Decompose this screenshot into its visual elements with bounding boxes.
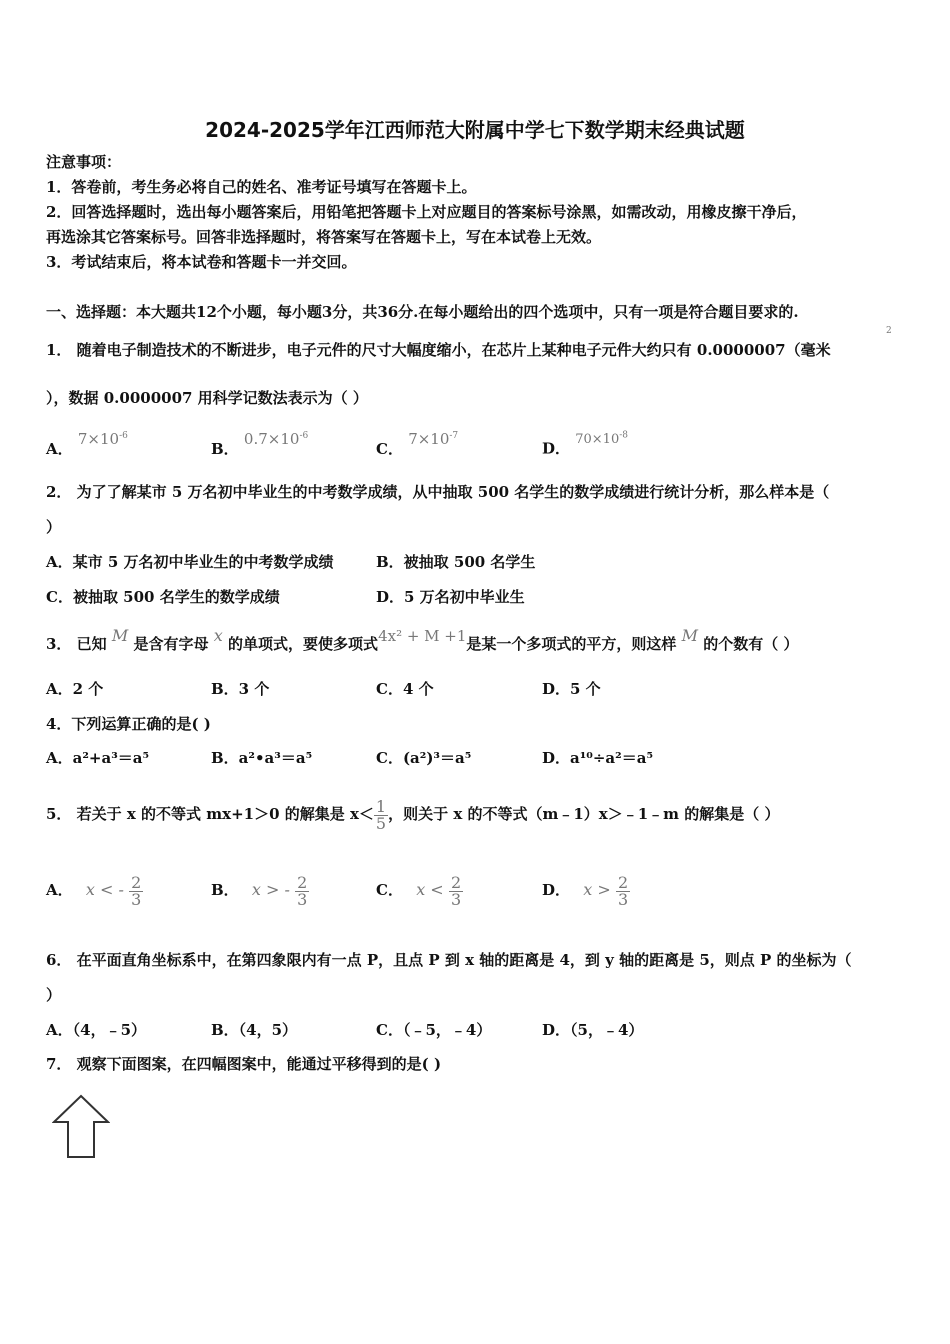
q2-option-d[interactable]: D．5 万名初中毕业生: [376, 588, 525, 606]
q3-option-b[interactable]: B．3 个: [211, 680, 270, 698]
question-5-stem: 5． 若关于 x 的不等式 mx+1＞0 的解集是 x＜ $\frac{1}{5}$ ，则关于 x 的不等式（m﹣1）x＞﹣1﹣m 的解集是（ ）: [46, 796, 780, 833]
question-7-stem: 7． 观察下面图案，在四幅图案中，能通过平移得到的是( ): [46, 1055, 442, 1073]
q5-option-d[interactable]: [542, 866, 630, 914]
option-relation: x >: [583, 880, 611, 899]
option-label: B．: [211, 440, 239, 458]
notice-item-1: 1．答卷前，考生务必将自己的姓名、准考证号填写在答题卡上。: [46, 178, 477, 196]
page-title: 2024-2025学年江西师范大附属中学七下数学期末经典试题: [205, 118, 745, 142]
notice-item-2-cont: 再选涂其它答案标号。回答非选择题时，将答案写在答题卡上，写在本试卷上无效。: [46, 228, 602, 246]
option-label: D．: [542, 881, 571, 899]
q1-option-c[interactable]: [376, 430, 459, 459]
math-x: x: [213, 626, 223, 645]
option-math: $7\times 10^{-7}$: [408, 430, 459, 448]
option-label: C．: [376, 881, 403, 899]
option-math: $0.7\times 10^{-6}$: [243, 430, 309, 448]
option-label: D．: [542, 439, 571, 458]
question-1-stem-cont: ），数据 0.0000007 用科学记数法表示为（ ）: [46, 389, 368, 407]
option-label: A．: [46, 881, 73, 899]
q3-option-c[interactable]: C．4 个: [376, 680, 434, 698]
q6-option-a[interactable]: A．（4，﹣5）: [46, 1021, 147, 1039]
question-1-stem: 1． 随着电子制造技术的不断进步，电子元件的尺寸大幅度缩小，在芯片上某种电子元件大约只有 0.0000007（毫米: [46, 341, 831, 359]
q5-option-b[interactable]: [211, 866, 309, 914]
q4-option-a[interactable]: A．a²+a³＝a⁵: [46, 749, 150, 767]
section-heading: 一、选择题：本大题共12个小题，每小题3分，共36分.在每小题给出的四个选项中，只有一项是符合题目要求的.: [46, 303, 799, 321]
option-label: C．: [376, 440, 403, 458]
question-6-stem: 6． 在平面直角坐标系中，在第四象限内有一点 P，且点 P 到 x 轴的距离是 4，到 y 轴的距离是 5，则点 P 的坐标为（: [46, 951, 852, 969]
math-M-2: M: [681, 626, 699, 645]
option-label: B．: [211, 881, 239, 899]
option-relation: x < -: [85, 880, 124, 899]
notice-item-3: 3．考试结束后，将本试卷和答题卡一并交回。: [46, 253, 357, 271]
question-4-stem: 4．下列运算正确的是( ): [46, 715, 211, 733]
q6-option-b[interactable]: B．（4，5）: [211, 1021, 298, 1039]
q4-option-d[interactable]: D．a¹⁰÷a²＝a⁵: [542, 749, 654, 767]
option-relation: x > -: [251, 880, 290, 899]
q3-option-d[interactable]: D．5 个: [542, 680, 601, 698]
math-M: M: [111, 626, 129, 645]
question-1-superscript: 2: [886, 326, 892, 336]
q4-option-b[interactable]: B．a²•a³＝a⁵: [211, 749, 313, 767]
q2-option-b[interactable]: B．被抽取 500 名学生: [376, 553, 536, 571]
q4-option-c[interactable]: C．(a²)³＝a⁵: [376, 749, 472, 767]
q5-option-a[interactable]: [46, 866, 143, 914]
fraction-two-thirds: $\frac{2}{3}$: [450, 872, 462, 909]
fraction-two-thirds: $\frac{2}{3}$: [618, 872, 629, 909]
fraction-one-fifth: $\frac{1}{5}$: [375, 796, 387, 833]
option-math: $7\times 10^{-6}$: [77, 430, 128, 448]
option-relation: x <: [416, 880, 444, 899]
option-math: $70\times 10^{-8}$: [575, 431, 629, 448]
fraction-two-thirds: $\frac{2}{3}$: [297, 872, 308, 909]
math-polynomial: 4x² + M +1: [378, 627, 467, 645]
notice-item-2: 2．回答选择题时，选出每小题答案后，用铅笔把答题卡上对应题目的答案标号涂黑，如需改动，用橡皮擦干净后，: [46, 203, 807, 221]
q6-option-d[interactable]: D．（5，﹣4）: [542, 1021, 644, 1039]
option-label: A．: [46, 440, 73, 458]
question-2-stem-cont: ）: [46, 518, 62, 536]
q6-option-c[interactable]: C．（﹣5，﹣4）: [376, 1021, 492, 1039]
q2-option-c[interactable]: C．被抽取 500 名学生的数学成绩: [46, 588, 280, 606]
q5-option-c[interactable]: [376, 866, 463, 914]
q2-option-a[interactable]: A．某市 5 万名初中毕业生的中考数学成绩: [46, 553, 334, 571]
question-3-stem: 3． 已知 M 是含有字母 x 的单项式，要使多项式4x² + M +1是某一个多项式的平方，则这样 M 的个数有（ ）: [46, 626, 799, 653]
q1-option-d[interactable]: [542, 431, 629, 460]
notice-heading: 注意事项：: [46, 153, 122, 171]
q1-option-a[interactable]: [46, 430, 128, 459]
fraction-two-thirds: $\frac{2}{3}$: [131, 872, 142, 909]
q1-option-b[interactable]: [211, 430, 309, 459]
question-6-stem-cont: ）: [46, 986, 62, 1004]
up-arrow-figure: [52, 1094, 110, 1160]
q3-option-a[interactable]: A．2 个: [46, 680, 104, 698]
question-2-stem: 2． 为了了解某市 5 万名初中毕业生的中考数学成绩，从中抽取 500 名学生的数学成绩进行统计分析，那么样本是（: [46, 483, 830, 501]
